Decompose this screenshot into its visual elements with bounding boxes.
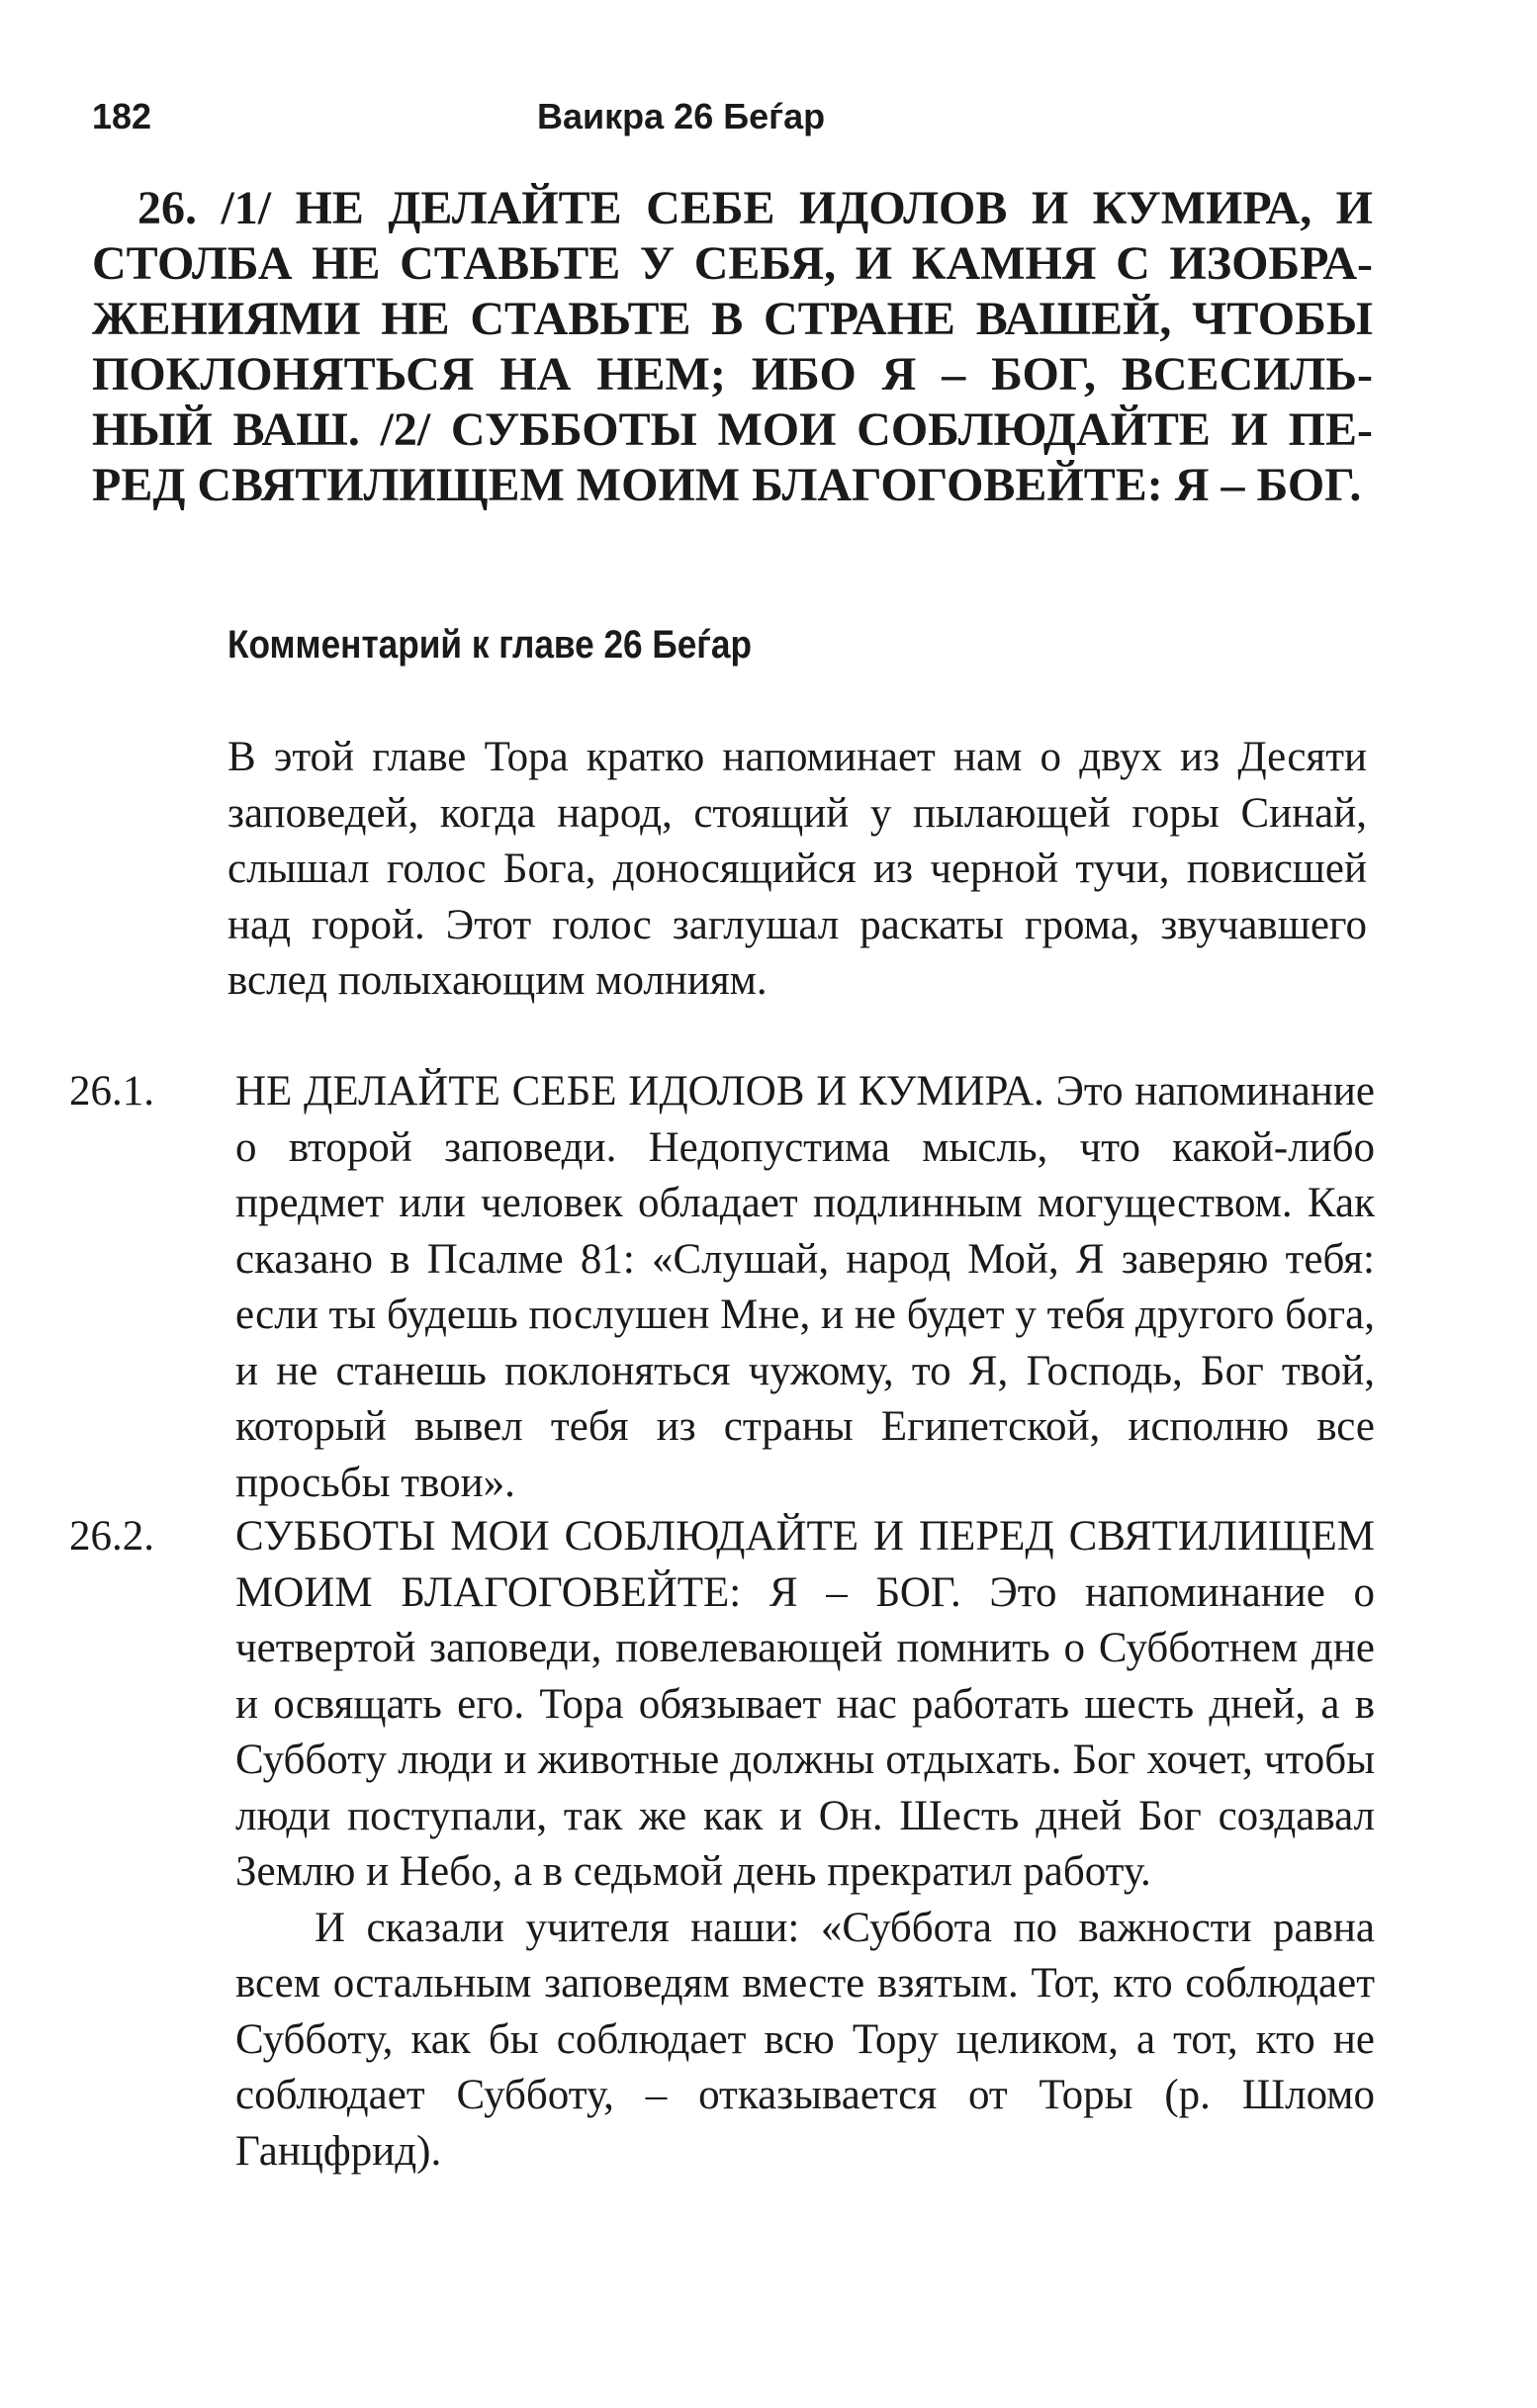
entry-continuation: И сказали учителя наши: «Суббота по важности равна всем остальным заповедям вместе взятым. Тот, кто соблюдает Субботу, как бы соблюдает всю Тору целиком, а тот, кто не соблюдает Субботу, – отказывается от Торы (р. Шломо Ганцфрид).: [235, 1904, 1375, 2175]
entry-text: СУББОТЫ МОИ СОБЛЮДАЙТЕ И ПЕРЕД СВЯТИЛИЩЕМ МОИМ БЛАГОГОВЕЙТЕ: Я – БОГ. Это напоминание о четвертой заповеди, повелевающей помнить о Субботнем дне и освящать его. Тора обязывает нас работать шесть дней, а в Субботу люди и животные должны отдыхать. Бог хочет, чтобы люди поступали, так же как и Он. Шесть дней Бог создавал Землю и Небо, а в седьмой день прекратил работу.: [235, 1513, 1375, 1895]
entry-body: [235, 1509, 1375, 2180]
running-title: Ваикра 26 Беѓар: [537, 96, 826, 136]
entry-number: 26.1.: [69, 1068, 154, 1115]
commentary-heading: Комментарий к главе 26 Беѓар: [227, 623, 753, 667]
commentary-intro: В этой главе Тора кратко напоминает нам о двух из Десяти заповедей, когда народ, стоящий у пылающей горы Синай, слышал голос Бога, доносящийся из черной тучи, повисшей над горой. Этот голос заглушал раскаты грома, звучавшего вслед полыхающим молниям.: [227, 734, 1367, 1004]
page-number: 182: [92, 96, 152, 136]
verse-text: 26. /1/ НЕ ДЕЛАЙТЕ СЕБЕ ИДОЛОВ И КУМИРА, И СТОЛБА НЕ СТАВЬТЕ У СЕБЯ, И КАМНЯ С ИЗОБРАЖЕНИЯМИ НЕ СТАВЬТЕ В СТРАНЕ ВАШЕЙ, ЧТОБЫ ПОКЛОНЯТЬСЯ НА НЕМ; ИБО Я – БОГ, ВСЕСИЛЬНЫЙ ВАШ. /2/ СУББОТЫ МОИ СОБЛЮДАЙТЕ И ПЕРЕД СВЯТИЛИЩЕМ МОИМ БЛАГОГОВЕЙТЕ: Я – БОГ.: [92, 182, 1373, 511]
running-head: [92, 87, 1378, 146]
commentary-entry-26-2: [69, 1509, 1375, 2180]
entry-text: НЕ ДЕЛАЙТЕ СЕБЕ ИДОЛОВ И КУМИРА. Это напоминание о второй заповеди. Недопустима мысль, что какой-либо предмет или человек обладает подлинным могуществом. Как сказано в Псалме 81: «Слушай, народ Мой, Я заверяю тебя: если ты будешь послушен Мне, и не будет у тебя другого бога, и не станешь поклоняться чужому, то Я, Господь, Бог твой, который вывел тебя из страны Египетской, исполню все просьбы твои».: [235, 1068, 1375, 1506]
commentary-entry-26-1: [69, 1064, 1375, 1511]
entry-number: 26.2.: [69, 1513, 154, 1560]
